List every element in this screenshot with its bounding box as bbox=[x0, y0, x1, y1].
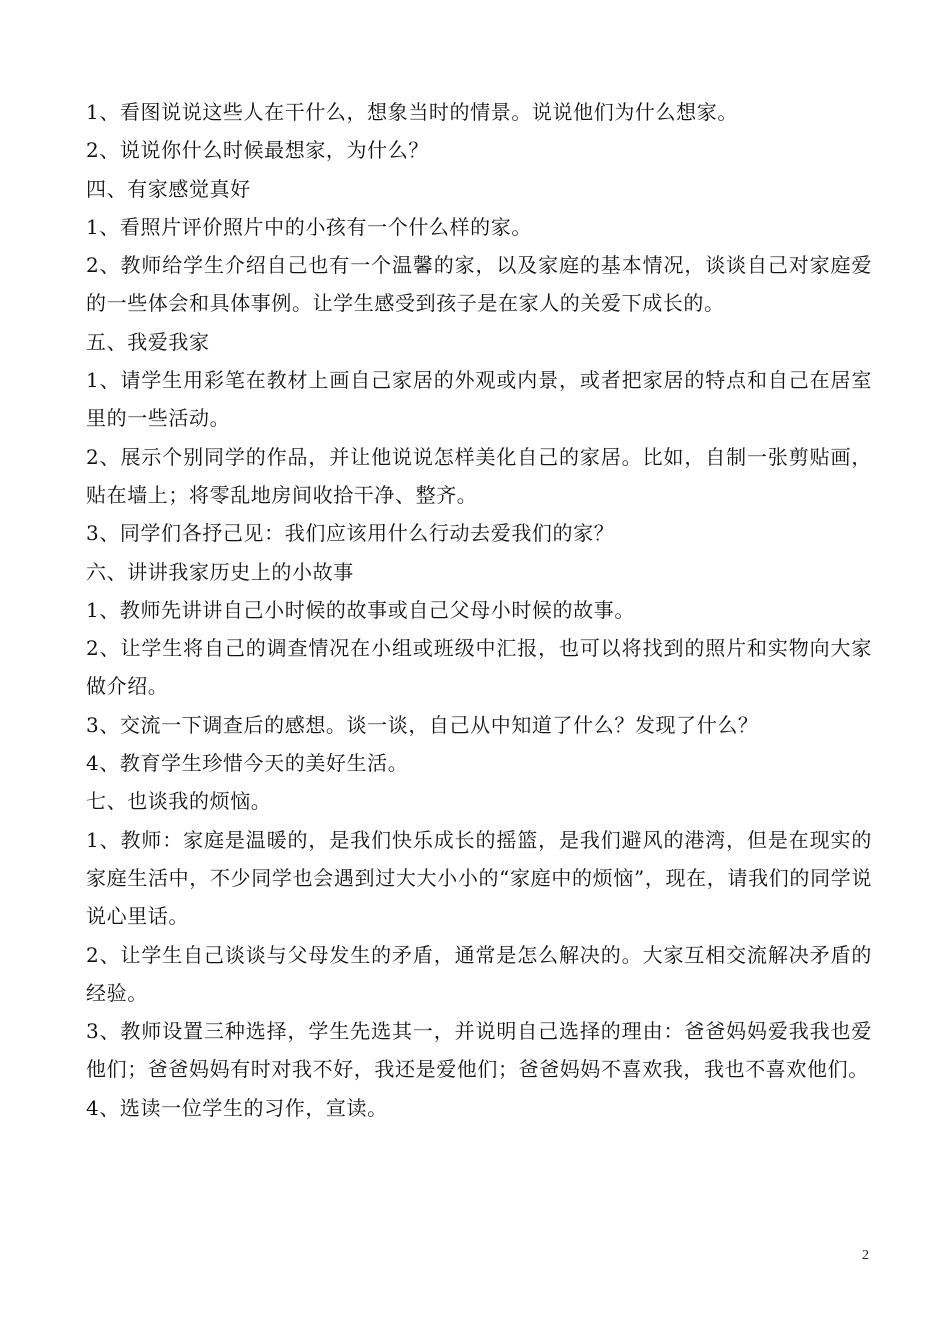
paragraph: 2、说说你什么时候最想家，为什么？ bbox=[86, 138, 429, 163]
paragraph: 3、同学们各抒己见：我们应该用什么行动去爱我们的家？ bbox=[86, 521, 615, 546]
paragraph: 1、看照片评价照片中的小孩有一个什么样的家。 bbox=[86, 214, 532, 239]
paragraph: 3、交流一下调查后的感想。谈一谈，自己从中知道了什么？发现了什么？ bbox=[86, 712, 759, 737]
section-heading: 四、有家感觉真好 bbox=[86, 176, 251, 201]
page-number: 2 bbox=[862, 1248, 869, 1263]
paragraph: 4、选读一位学生的习作，宣读。 bbox=[86, 1095, 388, 1120]
section-heading: 五、我爱我家 bbox=[86, 329, 210, 354]
document-body bbox=[86, 93, 872, 1127]
paragraph: 1、教师：家庭是温暖的，是我们快乐成长的摇篮，是我们避风的港湾，但是在现实的家庭生活中，不少同学也会遇到过大大小小的“家庭中的烦恼”，现在，请我们的同学说说心里话。 bbox=[86, 827, 872, 929]
paragraph: 4、教育学生珍惜今天的美好生活。 bbox=[86, 751, 409, 776]
paragraph: 1、看图说说这些人在干什么，想象当时的情景。说说他们为什么想家。 bbox=[86, 100, 738, 124]
section-heading: 七、也谈我的烦恼。 bbox=[86, 789, 272, 814]
paragraph: 1、教师先讲讲自己小时候的故事或自己父母小时候的故事。 bbox=[86, 597, 635, 622]
paragraph: 3、教师设置三种选择，学生先选其一，并说明自己选择的理由：爸爸妈妈爱我我也爱他们；爸爸妈妈有时对我不好，我还是爱他们；爸爸妈妈不喜欢我，我也不喜欢他们。 bbox=[86, 1019, 872, 1082]
paragraph: 2、教师给学生介绍自己也有一个温馨的家，以及家庭的基本情况，谈谈自己对家庭爱的一些体会和具体事例。让学生感受到孩子是在家人的关爱下成长的。 bbox=[86, 253, 872, 316]
paragraph: 2、让学生自己谈谈与父母发生的矛盾，通常是怎么解决的。大家互相交流解决矛盾的经验。 bbox=[86, 942, 872, 1005]
paragraph: 2、展示个别同学的作品，并让他说说怎样美化自己的家居。比如，自制一张剪贴画，贴在墙上；将零乱地房间收拾干净、整齐。 bbox=[86, 444, 872, 507]
section-heading: 六、讲讲我家历史上的小故事 bbox=[86, 559, 354, 584]
paragraph: 2、让学生将自己的调查情况在小组或班级中汇报，也可以将找到的照片和实物向大家做介绍。 bbox=[86, 636, 872, 699]
paragraph: 1、请学生用彩笔在教材上画自己家居的外观或内景，或者把家居的特点和自己在居室里的一些活动。 bbox=[86, 368, 872, 431]
